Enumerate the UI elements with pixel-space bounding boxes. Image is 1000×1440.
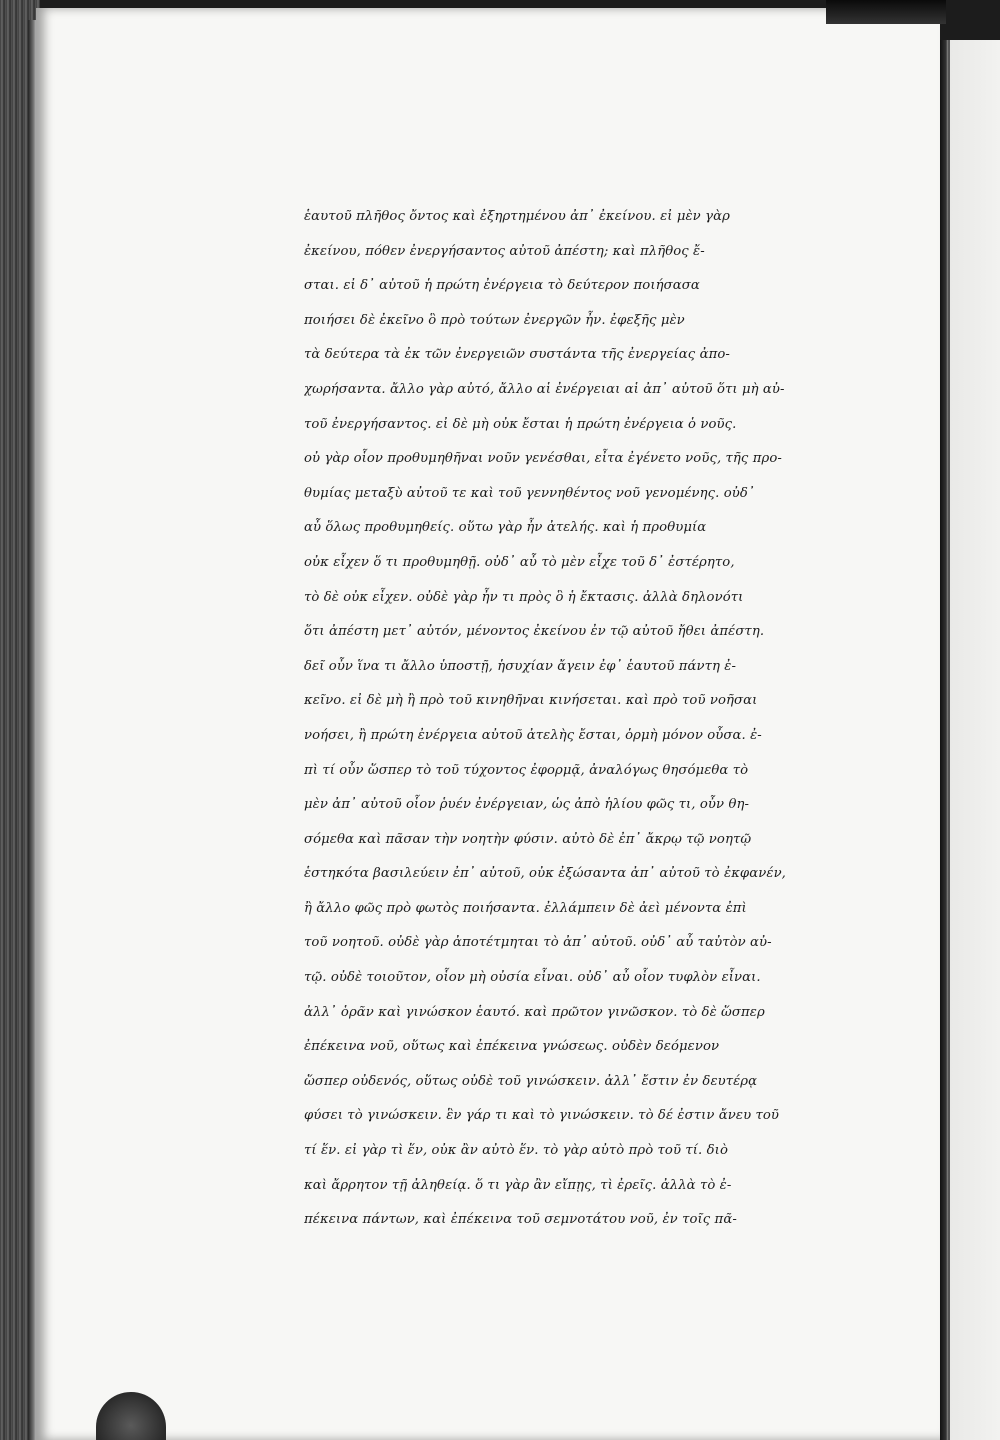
handwritten-text-block (304, 200, 844, 1238)
top-shadow (826, 0, 946, 24)
page-gutter-line (948, 40, 950, 1440)
text-line: ἀλλ᾽ ὁρᾶν καὶ γινώσκον ἑαυτό. καὶ πρῶτον γινῶσκον. τὸ δὲ ὥσπερ (304, 1004, 765, 1020)
text-line: σόμεθα καὶ πᾶσαν τὴν νοητὴν φύσιν. αὐτὸ δὲ ἐπ᾽ ἄκρῳ τῷ νοητῷ (304, 831, 752, 847)
text-line: ποιήσει δὲ ἐκεῖνο ὃ πρὸ τούτων ἐνεργῶν ἦν. ἐφεξῆς μὲν (304, 312, 685, 328)
text-line: τὰ δεύτερα τὰ ἐκ τῶν ἐνεργειῶν συστάντα τῆς ἐνεργείας ἀπο- (304, 347, 730, 363)
text-line: καὶ ἄρρητον τῇ ἀληθείᾳ. ὅ τι γὰρ ἂν εἴπῃς, τὶ ἐρεῖς. ἀλλὰ τὸ ἐ- (304, 1177, 732, 1193)
text-line: μὲν ἀπ᾽ αὐτοῦ οἷον ῥυέν ἐνέργειαν, ὡς ἀπὸ ἡλίου φῶς τι, οὖν θη- (304, 797, 750, 813)
text-line: οὐ γὰρ οἷον προθυμηθῆναι νοῦν γενέσθαι, εἶτα ἐγένετο νοῦς, τῆς προ- (304, 451, 782, 467)
text-line: χωρήσαντα. ἄλλο γὰρ αὐτό, ἄλλο αἱ ἐνέργειαι αἱ ἀπ᾽ αὐτοῦ ὅτι μὴ αὐ- (304, 381, 785, 397)
text-line: ἢ ἄλλο φῶς πρὸ φωτὸς ποιήσαντα. ἐλλάμπειν δὲ ἀεὶ μένοντα ἐπὶ (304, 900, 747, 916)
text-line: ὥσπερ οὐδενός, οὕτως οὐδὲ τοῦ γινώσκειν. ἀλλ᾽ ἔστιν ἐν δευτέρᾳ (304, 1073, 758, 1089)
text-line: ὅτι ἀπέστη μετ᾽ αὐτόν, μένοντος ἐκείνου ἐν τῷ αὐτοῦ ἤθει ἀπέστη. (304, 624, 765, 640)
text-line: ἐκείνου, πόθεν ἐνεργήσαντος αὐτοῦ ἀπέστη; καὶ πλῆθος ἔ- (304, 243, 705, 259)
text-line: τοῦ νοητοῦ. οὐδὲ γὰρ ἀποτέτμηται τὸ ἀπ᾽ αὐτοῦ. οὐδ᾽ αὖ ταὐτὸν αὐ- (304, 935, 772, 951)
text-line: τὸ δὲ οὐκ εἶχεν. οὐδὲ γὰρ ἦν τι πρὸς ὃ ἡ ἔκτασις. ἀλλὰ δηλονότι (304, 589, 744, 605)
text-line: σται. εἰ δ᾽ αὐτοῦ ἡ πρώτη ἐνέργεια τὸ δεύτερον ποιήσασα (304, 278, 700, 294)
text-line: κεῖνο. εἰ δὲ μὴ ἢ πρὸ τοῦ κινηθῆναι κινήσεται. καὶ πρὸ τοῦ νοῆσαι (304, 693, 758, 709)
text-line: νοήσει, ἢ πρώτη ἐνέργεια αὐτοῦ ἀτελὴς ἔσται, ὁρμὴ μόνον οὖσα. ἐ- (304, 727, 762, 743)
text-line: πὶ τί οὖν ὥσπερ τὸ τοῦ τύχοντος ἐφορμᾷ, ἀναλόγως θησόμεθα τὸ (304, 762, 749, 778)
text-line: οὐκ εἶχεν ὅ τι προθυμηθῇ. οὐδ᾽ αὖ τὸ μὲν εἶχε τοῦ δ᾽ ἐστέρητο, (304, 554, 735, 570)
text-line: ἐπέκεινα νοῦ, οὕτως καὶ ἐπέκεινα γνώσεως. οὐδὲν δεόμενον (304, 1039, 720, 1055)
text-line: δεῖ οὖν ἵνα τι ἄλλο ὑποστῇ, ἡσυχίαν ἄγειν ἐφ᾽ ἑαυτοῦ πάντη ἐ- (304, 658, 737, 674)
text-line: ἑστηκότα βασιλεύειν ἐπ᾽ αὐτοῦ, οὐκ ἐξώσαντα ἀπ᾽ αὐτοῦ τὸ ἐκφανέν, (304, 866, 786, 882)
text-line: πέκεινα πάντων, καὶ ἐπέκεινα τοῦ σεμνοτάτου νοῦ, ἐν τοῖς πᾶ- (304, 1212, 737, 1228)
text-line: τί ἕν. εἰ γὰρ τὶ ἕν, οὐκ ἂν αὐτὸ ἕν. τὸ γὰρ αὐτὸ πρὸ τοῦ τί. διὸ (304, 1143, 728, 1159)
text-line: θυμίας μεταξὺ αὐτοῦ τε καὶ τοῦ γεννηθέντος νοῦ γενομένης. οὐδ᾽ (304, 485, 755, 501)
text-line: αὖ ὅλως προθυμηθείς. οὕτω γὰρ ἦν ἀτελής. καὶ ἡ προθυμία (304, 520, 707, 536)
text-line: τοῦ ἐνεργήσαντος. εἰ δὲ μὴ οὐκ ἔσται ἡ πρώτη ἐνέργεια ὁ νοῦς. (304, 416, 737, 432)
text-line: φύσει τὸ γινώσκειν. ἓν γάρ τι καὶ τὸ γινώσκειν. τὸ δέ ἐστιν ἄνευ τοῦ (304, 1108, 780, 1124)
text-line: τῷ. οὐδὲ τοιοῦτον, οἷον μὴ οὐσία εἶναι. οὐδ᾽ αὖ οἷον τυφλὸν εἶναι. (304, 970, 761, 986)
text-line: ἑαυτοῦ πλῆθος ὄντος καὶ ἐξηρτημένου ἀπ᾽ ἐκείνου. εἰ μὲν γὰρ (304, 209, 730, 224)
